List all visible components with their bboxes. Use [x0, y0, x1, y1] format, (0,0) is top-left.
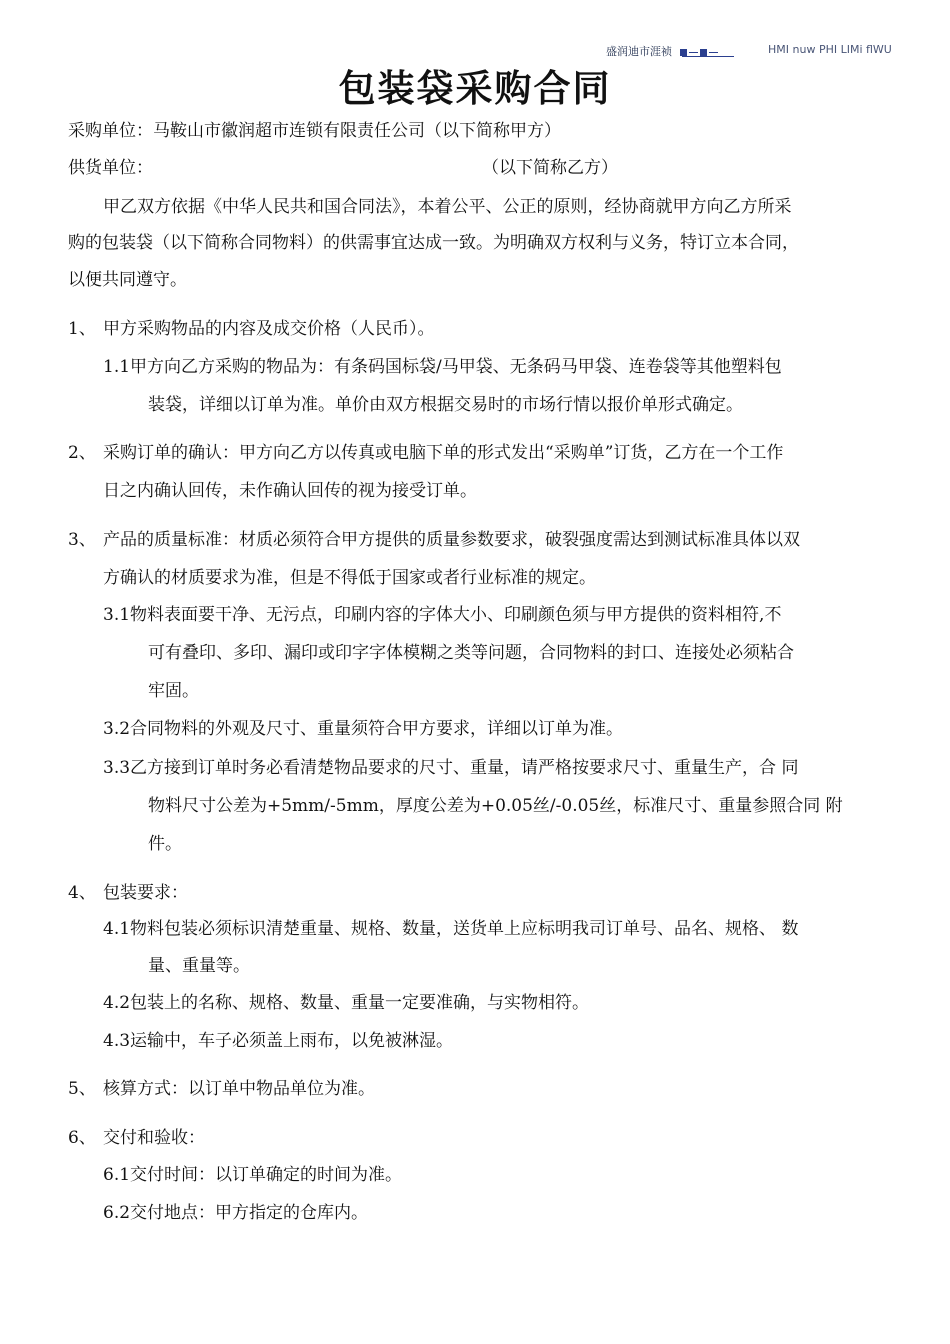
- section-title: 甲方采购物品的内容及成交价格（人民币）。: [103, 319, 435, 339]
- section-number: 4、: [68, 883, 96, 903]
- clause-line: 牢固。: [148, 681, 199, 701]
- clause-line: 4.1物料包装必须标识清楚重量、规格、数量，送货单上应标明我司订单号、品名、规格、 数: [103, 919, 799, 939]
- intro-line: 以便共同遵守。: [68, 270, 187, 290]
- clause-line: 3.3乙方接到订单时务必看清楚物品要求的尺寸、重量，请严格按要求尺寸、重量生产，合 同: [103, 758, 799, 778]
- section-line: 方确认的材质要求为准，但是不得低于国家或者行业标准的规定。: [103, 568, 596, 588]
- clause-line: 6.1交付时间：以订单确定的时间为准。: [103, 1165, 403, 1185]
- section-line: 产品的质量标准：材质必须符合甲方提供的质量参数要求，破裂强度需达到测试标准具体以双: [103, 530, 800, 550]
- supplier-label: 供货单位：: [68, 158, 153, 178]
- section-title: 交付和验收：: [103, 1128, 205, 1148]
- section-number: 5、: [68, 1079, 96, 1099]
- section-number: 3、: [68, 530, 96, 550]
- clause-line: 物料尺寸公差为+5mm/-5mm，厚度公差为+0.05丝/-0.05丝，标准尺寸、重量参照合同 附: [148, 796, 843, 816]
- section-number: 1、: [68, 319, 96, 339]
- header-left-label: 盛润迪市涯祯: [606, 45, 672, 58]
- document-title: 包装袋采购合同: [338, 67, 612, 110]
- clause-line: 件。: [148, 834, 182, 854]
- clause-line: 装袋，详细以订单为准。单价由双方根据交易时的市场行情以报价单形式确定。: [148, 395, 743, 415]
- section-title: 核算方式：以订单中物品单位为准。: [103, 1079, 375, 1099]
- clause-line: 可有叠印、多印、漏印或印字字体模糊之类等问题，合同物料的封口、连接处必须粘合: [148, 643, 794, 663]
- header-right-text: HMI nuw PHI LIMi flWU: [768, 43, 892, 56]
- section-line: 日之内确认回传，未作确认回传的视为接受订单。: [103, 481, 477, 501]
- section-number: 6、: [68, 1128, 96, 1148]
- clause-line: 4.3运输中，车子必须盖上雨布，以免被淋湿。: [103, 1031, 454, 1051]
- section-number: 2、: [68, 443, 96, 463]
- clause-line: 量、重量等。: [148, 956, 250, 976]
- clause-line: 4.2包装上的名称、规格、数量、重量一定要准确，与实物相符。: [103, 993, 590, 1013]
- intro-line: 购的包装袋（以下简称合同物料）的供需事宜达成一致。为明确双方权利与义务，特订立本合同，: [68, 233, 799, 253]
- section-line: 采购订单的确认：甲方向乙方以传真或电脑下单的形式发出“采购单”订货，乙方在一个工作: [103, 443, 784, 463]
- intro-line: 甲乙双方依据《中华人民共和国合同法》，本着公平、公正的原则，经协商就甲方向乙方所采: [103, 197, 792, 217]
- clause-line: 3.1物料表面要干净、无污点，印刷内容的字体大小、印刷颜色须与甲方提供的资料相符,不: [103, 605, 782, 625]
- clause-line: 3.2合同物料的外观及尺寸、重量须符合甲方要求，详细以订单为准。: [103, 719, 624, 739]
- clause-line: 6.2交付地点：甲方指定的仓库内。: [103, 1203, 369, 1223]
- header-underline: [682, 56, 734, 57]
- section-title: 包装要求：: [103, 883, 188, 903]
- clause-line: 1.1甲方向乙方采购的物品为：有条码国标袋/马甲袋、无条码马甲袋、连卷袋等其他塑料包: [103, 357, 782, 377]
- supplier-suffix: （以下简称乙方）: [482, 158, 618, 178]
- buyer-line: 采购单位：马鞍山市徽润超市连锁有限责任公司（以下简称甲方）: [68, 121, 561, 141]
